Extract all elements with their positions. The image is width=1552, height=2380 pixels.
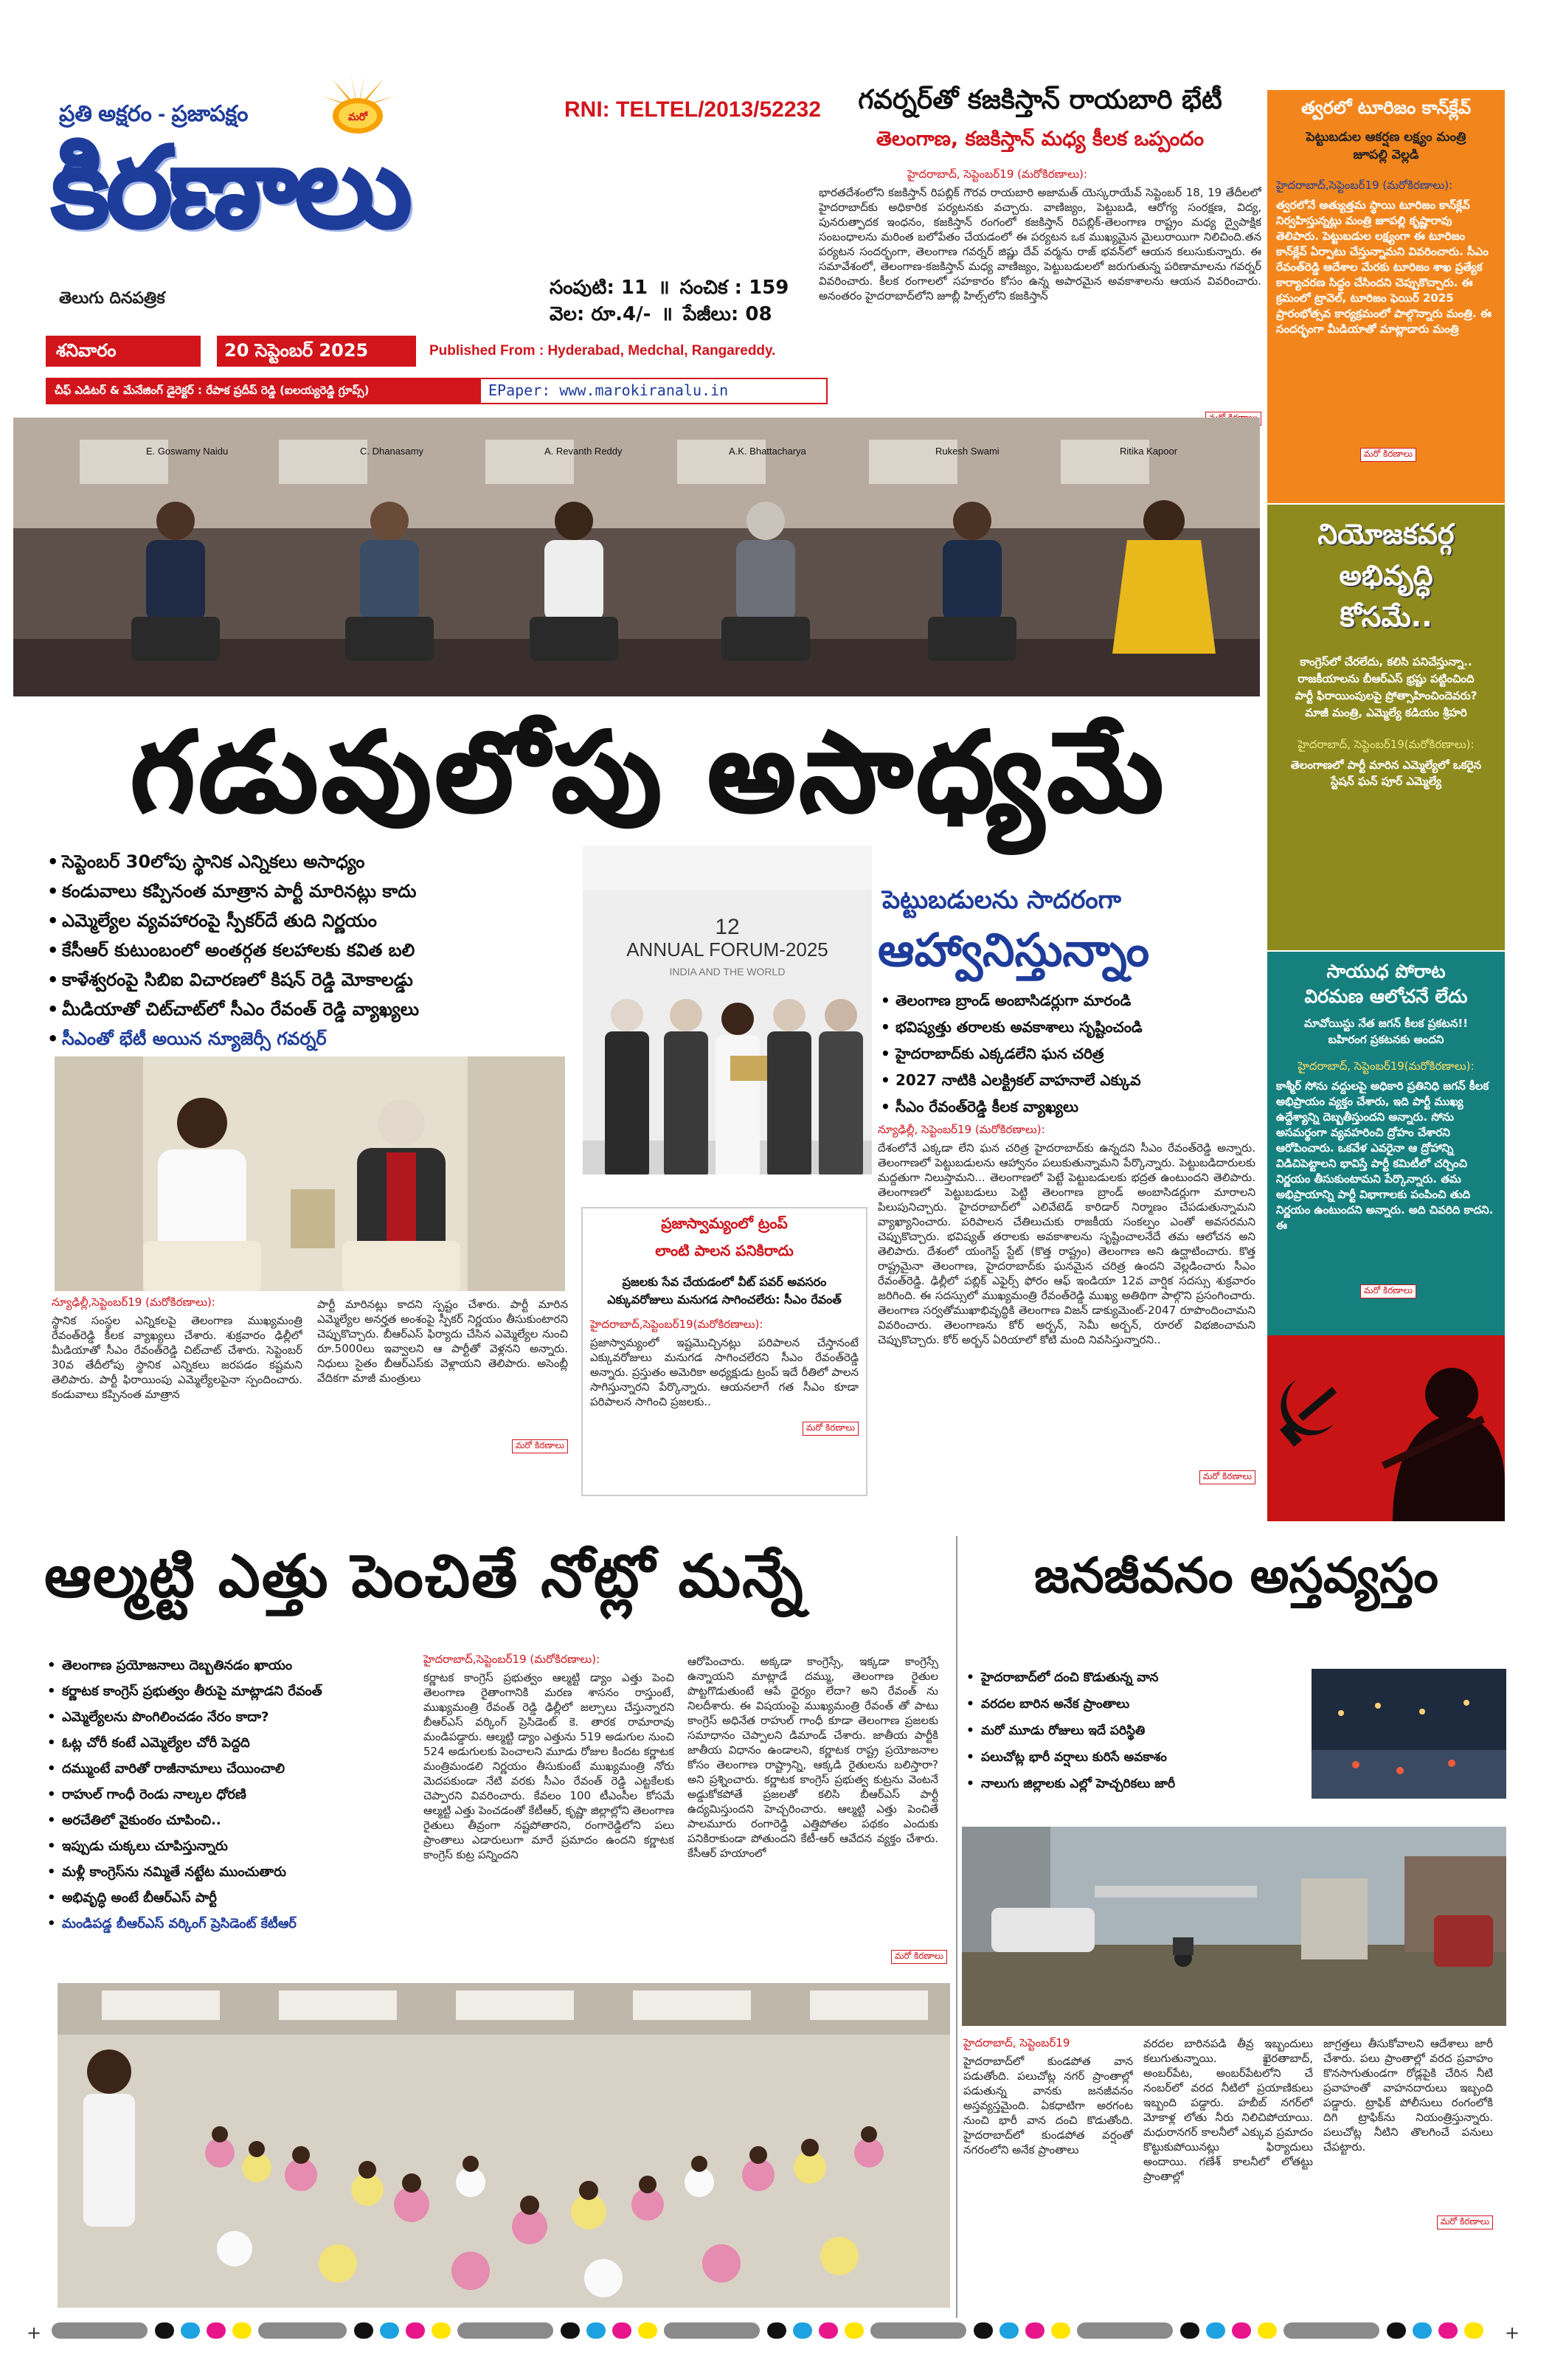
almatti-bullet: • మండిపడ్డ బీఆర్ఎస్ వర్కింగ్ ప్రెసిడెంట్ కేటీఆర్ xyxy=(44,1911,420,1937)
almatti-body-col2: ఆరోపించారు. అక్కడా కాంగ్రెస్సే, ఇక్కడా కాంగ్రెస్సే ఉన్నాయని మాట్లాడే దమ్ము, తెలంగాణ రైతుల పొట్టగొడుతుంటే ఆపే ధైర్యం లేదా? అని రేవంత్ ను నిలదీశారు. ఈ విషయంపై ముఖ్యమంత్రి రేవంత్ తో పాటు కాంగ్రెస్ అధినేత రాహుల్ గాంధీ కూడా తెలంగాణ ప్రజలకు సమాధానం చెప్పాలని డిమాండ్ చేశారు. జాతీయ పార్టీకి జాతీయ విధానం ఉండాలని, కర్ణాటక రాష్ట్ర ప్రయోజనాల కోసం తెలంగాణ రాష్ట్రాన్ని, ఆక్కడి రైతులను బలిస్తారా? అని ప్రశ్నించారు. కర్ణాటక కాంగ్రెస్ ప్రభుత్వ కుట్రను వెంటనే అడ్డుకోకపోతే ప్రజలతో కలిసి బీఆర్ఎస్ పార్టీ ఉద్యమిస్తుందని హెచ్చరించారు. ఆల్మట్టి ఎత్తు పెంచితే పాలమూరు రంగారెడ్డి ఎత్తిపోతల పథకం ఎందుకు పనికిరాకుండా పోతుందని కేటీ-ఆర్ ఆవేదన వ్యక్తం చేశారు. కేసీఆర్ హయాంలో xyxy=(687,1655,938,1860)
constituency-panel xyxy=(1267,505,1505,950)
constituency-dateline: హైదరాబాద్, సెప్టెంబర్19(మరోకిరణాలు): xyxy=(1298,738,1475,751)
rain-bullet-list xyxy=(963,1664,1310,1797)
governor-subhead: తెలంగాణ, కజకిస్తాన్ మధ్య కీలక ఒప్పందం xyxy=(876,128,1205,151)
svg-text:A. Revanth Reddy: A. Revanth Reddy xyxy=(544,446,623,457)
rain-headline: జనజీవనం అస్తవ్యస్తం xyxy=(1034,1547,1438,1604)
lead-body xyxy=(52,1295,568,1453)
almatti-dateline: హైదరాబాద్,సెప్టెంబర్19 (మరోకిరణాలు): xyxy=(423,1653,600,1666)
lead-bullet: • సెప్టెంబర్ 30లోపు స్థానిక ఎన్నికలు అసాధ్యం xyxy=(44,847,575,876)
investment-dateline: న్యూఢిల్లీ, సెప్టెంబర్19 (మరోకిరణాలు): xyxy=(878,1123,1045,1136)
rain-body xyxy=(963,2036,1502,2231)
governor-dateline: హైదరాబాద్, సెప్టెంబర్19 (మరోకిరణాలు): xyxy=(907,167,1087,181)
lead-dateline: న్యూఢిల్లీ,సెప్టెంబర్19 (మరోకిరణాలు): xyxy=(52,1295,215,1309)
tourism-mark: మరో కిరణాలు xyxy=(1276,446,1496,462)
maoist-mark: మరో కిరణాలు xyxy=(1276,1282,1496,1298)
crop-mark-left: + xyxy=(27,2322,42,2343)
rain-body-col3: జాగ్రత్తలు తీసుకోవాలని ఆదేశాలు జారీ చేశారు. పలు ప్రాంతాల్లో వరద ప్రవాహం కొనసాగుతుండగా రోడ్లపైకి చేరిన నీటి ప్రవాహంతో వాహనదారులు ఇబ్బంది పడ్డారు. ట్రాఫిక్ పోలీసులు రంగంలోకి దిగి ట్రాఫిక్‌ను నియంత్రిస్తున్నారు. పలుచోట్ల నీటిని తొలగించే పనులు చేపట్టారు. xyxy=(1323,2037,1493,2154)
epaper-link[interactable]: EPaper: www.marokiranalu.in xyxy=(481,379,826,403)
svg-text:Rukesh Swami: Rukesh Swami xyxy=(935,446,1000,457)
svg-text:C. Dhanasamy: C. Dhanasamy xyxy=(360,446,423,457)
issue-date: 20 సెప్టెంబర్ 2025 xyxy=(217,336,416,367)
rain-bullet: • పలుచోట్ల భారీ వర్షాలు కురిసే అవకాశం xyxy=(963,1744,1310,1771)
lead-body-col1: స్థానిక సంస్థల ఎన్నికలపై తెలంగాణ ముఖ్యమంత్రి రేవంత్‌రెడ్డి కీలక వ్యాఖ్యలు చేశారు. శుక్రవారం ఢిల్లీలో మీడియాతో సీఎం రేవంత్‌రెడ్డి చిట్‌చాట్ చేశారు. సెప్టెంబర్ 30వ తేదీలోపు స్థానిక ఎన్నికలు జరపడం కష్టమని తెలిపారు. పార్టీ ఫిరాయింపు ఎమ్మెల్యేలపైనా స్పందించారు. కండువాలు కప్పినంత మాత్రాన xyxy=(52,1314,302,1401)
svg-text:E. Goswamy Naidu: E. Goswamy Naidu xyxy=(146,446,229,457)
rain-bullet: • నాలుగు జిల్లాలకు ఎల్లో హెచ్చరికలు జారీ xyxy=(963,1771,1310,1797)
almatti-bullet: • ఓట్ల చోరీ కంటే ఎమ్మెల్యేల చోరీ పెద్దది xyxy=(44,1730,420,1756)
editor-band xyxy=(46,378,828,404)
masthead xyxy=(44,81,841,421)
newspaper-logo: కిరణాలు xyxy=(52,124,409,252)
investment-bullet: • భవిష్యత్తు తరాలకు అవకాశాలు సృష్టించండి xyxy=(878,1014,1255,1040)
lead-bullet: • కాళేశ్వరంపై సిబిఐ విచారణలో కిషన్ రెడ్డి మోకాలడ్డు xyxy=(44,965,575,994)
svg-text:Ritika Kapoor: Ritika Kapoor xyxy=(1120,446,1178,457)
svg-text:12: 12 xyxy=(715,915,740,939)
flooded-street-photo xyxy=(962,1827,1506,2026)
lead-mark: మరో కిరణాలు xyxy=(52,1437,568,1453)
maoist-dateline: హైదరాబాద్, సెప్టెంబర్19(మరోకిరణాలు): xyxy=(1298,1059,1475,1073)
maoist-panel xyxy=(1267,952,1505,1335)
almatti-headline: ఆల్మట్టి ఎత్తు పెంచితే నోట్లో మన్నే xyxy=(44,1542,805,1611)
constituency-subhead: కాంగ్రెస్‌లో చేరలేదు, కలిసి పనిచేస్తున్నా.. రాజకీయాలను బీఆర్ఎస్ భ్రష్టు పట్టించింది పార్టీ ఫిరాయింపులపై ప్రోత్సాహించిందెవరు? మాజీ మంత్రి, ఎమ్మెల్యే కడియం శ్రీహరి xyxy=(1295,655,1477,719)
published-from: Published From : Hyderabad, Medchal, Rangareddy. xyxy=(429,343,776,359)
forum-panel-photo xyxy=(13,418,1260,696)
rain-bullet: • హైదరాబాద్‌లో దంచి కొడుతున్న వాన xyxy=(963,1664,1310,1691)
trump-subhead: ప్రజలకు సేవ చేయడంలో వీట్ పవర్ అవసరం ఎక్కువరోజులు మనుగడ సాగించలేరు: సీఎం రేవంత్ xyxy=(607,1275,842,1307)
constituency-headline: నియోజకవర్గ అభివృద్ధి కోసమే.. xyxy=(1317,518,1455,633)
investment-body: దేశంలోనే ఎక్కడా లేని ఘన చరిత్ర హైదరాబాద్‌కు ఉన్నదని సీఎం రేవంత్‌రెడ్డి అన్నారు. తెలంగాణలో పెట్టుబడులను ఆహ్వానం పలుకుతున్నామని పేర్కొన్నారు. పెట్టుబడిదారులకు మద్దతుగా నిలుస్తామని... తెలంగాణలో పెట్టే పెట్టుబడులకు భద్రత ఉంటుందని తెలిపారు. తెలంగాణలో పెట్టుబడులు పెట్టి తెలంగాణ బ్రాండ్ అంబాసిడర్లుగా మారాలని పిలుపునిచ్చారు. హైదరాబాద్‌లో ఎలివేటెడ్ కారిడార్ నిర్మాణం చేపడుతున్నామని వ్యాఖ్యానించారు. పరిపాలన చేతిలుచుకు రాజకీయ సంకల్పం ఎంతో అవసరమని చెప్పుకొచ్చారు. భవిష్యత్ తరాలకు అవకాశాలను సృష్టించాలనేదే తమ ఆలోచన అని తెలిపారు. దేశంలో యంగెస్ట్ స్టేట్ (కొత్త రాష్ట్రం) తెలంగాణ అని ఉద్ఘాటించారు. కొత్త రాష్ట్రమైనా తెలంగాణ, హైదరాబాద్‌కు ఘనమైన చరిత్ర ఉందని వెల్లడించారు సీఎం రేవంత్‌రెడ్డి. ఢిల్లీలో పబ్లిక్ ఎఫైర్స్ ఫోరం ఆఫ్ ఇండియా 12వ వార్షిక సదస్సు శుక్రవారం జరిగింది. ఈ సదస్సులో ముఖ్యమంత్రి రేవంత్‌రెడ్డి ముఖ్య అతిథిగా పాల్గొని ప్రసంగించారు. తెలంగాణ సర్వతోముఖాభివృద్ధికి తెలంగాణ విజన్ డాక్యుమెంట్-2047 రూపొందించామని వివరించారు. తెలంగాణను కోర్ అర్బన్, సెమీ అర్బన్, రూరల్ విభజించామని చెప్పుకొచ్చారు. కోర్ అర్బన్ ఏరియాలో కోటి మంది నివసిస్తున్నారని.. xyxy=(878,1141,1255,1346)
rain-dateline: హైదరాబాద్, సెప్టెంబర్19 xyxy=(963,2036,1070,2049)
rain-night-photo xyxy=(1312,1669,1506,1799)
constituency-body: తెలంగాణలో పార్టీ మారిన ఎమ్మెల్యేలో ఒకరైన స్టేషన్ ఘన్ పూర్ ఎమ్మెల్యే xyxy=(1290,758,1482,788)
lead-bullet: • ఎమ్మెల్యేల వ్యవహారంపై స్పీకర్‌దే తుది నిర్ణయం xyxy=(44,906,575,935)
investment-headline: ఆహ్వానిస్తున్నాం xyxy=(878,923,1150,977)
almatti-bullet: • మళ్లీ కాంగ్రెస్‌ను నమ్మితే నట్టేట ముంచుతారు xyxy=(44,1859,420,1885)
forum-award-photo xyxy=(583,845,872,1175)
tourism-subhead: పెట్టుబడుల ఆకర్షణ లక్ష్యం మంత్రి జూపల్లి వెల్లడి xyxy=(1306,130,1466,162)
svg-text:మరో: మరో xyxy=(347,111,368,123)
color-registration-bar xyxy=(52,2322,1497,2339)
lead-bullet: • మీడియాతో చిట్‌చాట్‌లో సీఎం రేవంత్ రెడ్డి వ్యాఖ్యలు xyxy=(44,994,575,1024)
governor-story xyxy=(819,85,1261,417)
investment-bullet: • సీఎం రేవంత్‌రెడ్డి కీలక వ్యాఖ్యలు xyxy=(878,1093,1255,1120)
lead-body-col2: పార్టీ మారినట్లు కాదని స్పష్టం చేశారు. పార్టీ మారిన ఎమ్మెల్యేల అనర్హత అంశంపై స్పీకర్ నిర్ణయం తీసుకుంటారని చెప్పుకొచ్చారు. బీఆర్ఎస్ ఫిర్యాదు చేసిన ఎమ్మెల్యేల నుంచి రూ.5000లు ఇవ్వాలని ఆ పార్టీతో వెళ్లనని అన్నారు. నిధులు సైతం బీఆర్ఎస్‌కు వెళ్లాయని తెలిపారు. అసెంబ్లీ వేదికగా మాజీ మంత్రులు xyxy=(317,1298,568,1385)
almatti-body xyxy=(423,1653,947,1964)
rain-bullet: • మరో మూడు రోజులు ఇదే పరిస్థితి xyxy=(963,1717,1310,1744)
investment-bullet-list xyxy=(878,987,1255,1120)
rain-body-col1: హైదరాబాద్‌లో కుండపోత వాన పడుతోంది. పలుచోట్ల నగర్ ప్రాంతాల్లో పడుతున్న వానకు జనజీవనం అస్తవ్యస్తమైంది. ఏకధాటిగా అరగంట నుంచి భారీ వాన దంచి కొడుతోంది. హైదరాబాద్‌లో కుండపోత వర్షంతో నగరంలోని అనేక ప్రాంతాలు xyxy=(963,2055,1133,2156)
investment-bullet: • 2027 నాటికి ఎలక్ట్రికల్ వాహనాలే ఎక్కువ xyxy=(878,1067,1255,1093)
crop-mark-right: + xyxy=(1505,2322,1520,2343)
almatti-bullet: • అభివృద్ధి అంటే బీఆర్ఎస్ పార్టీ xyxy=(44,1885,420,1911)
svg-text:INDIA AND THE WORLD: INDIA AND THE WORLD xyxy=(669,966,786,978)
lead-bullet: • కండువాలు కప్పినంత మాత్రాన పార్టీ మారినట్లు కాదు xyxy=(44,876,575,906)
almatti-bullet: • తెలంగాణ ప్రయోజనాలు దెబ్బతినడం ఖాయం xyxy=(44,1653,420,1678)
trump-body: ప్రజాస్వామ్యంలో ఇష్టమొచ్చినట్లు పరిపాలన చేస్తానంటే ఎక్కువరోజులు మనుగడ సాగించలేరని సీఎం రేవంత్‌రెడ్డి అన్నారు. ప్రస్తుతం అమెరికా అధ్యక్షుడు ట్రంప్ ఇదే రీతిలో పాలన సాగిస్తున్నారని పేర్కొన్నారు. ఆయనలాగే గత సీఎం కూడా పరిపాలన సాగించి ప్రజలకు.. xyxy=(590,1336,859,1408)
cm-meeting-photo xyxy=(55,1056,565,1291)
trump-story xyxy=(581,1207,867,1496)
investment-kicker: పెట్టుబడులను సాదరంగా xyxy=(882,885,1121,915)
page-count: పేజీలు: 08 xyxy=(683,303,772,325)
maoist-subhead: మావోయిస్టు నేత జగన్ కీలక ప్రకటన!! బహిరంగ ప్రకటనకు అందని xyxy=(1303,1017,1469,1046)
almatti-bullet: • ఎమ్మెల్యేలను పొంగిలించడం నేరం కాదా? xyxy=(44,1704,420,1730)
investment-mark: మరో కిరణాలు xyxy=(878,1468,1255,1484)
almatti-bullet: • కర్ణాటక కాంగ్రెస్ ప్రభుత్వం తీరుపై మాట్లాడని రేవంత్ xyxy=(44,1678,420,1704)
lead-bullet: • కేసీఆర్ కుటుంబంలో అంతర్గత కలహాలకు కవిత బలి xyxy=(44,935,575,965)
day-label: శనివారం xyxy=(46,336,201,367)
maoist-illustration xyxy=(1267,1335,1505,1521)
almatti-bullet: • ఇప్పుడు చుక్కలు చూపిస్తున్నారు xyxy=(44,1833,420,1859)
issue-number: సంచిక : 159 xyxy=(679,277,789,299)
trump-headline-line1: ప్రజాస్వామ్యంలో ట్రంప్ xyxy=(661,1214,788,1232)
rain-body-col2: వరదల బారినపడి తీవ్ర ఇబ్బందులు కలుగుతున్నాయి. ఖైరతాబాద్, అంబర్‌పేట, అంబర్‌పేటలోని చే నంబర్‌లో వరద నీటిలో ప్రయాణికులు ఇబ్బంది పడ్డారు. హబీబ్ నగర్‌లో మోకాళ్ల లోతు నీరు నిలిచిపోయాయి. మధురానగర్ కాలనీలో ఎక్కువ ప్రమాదం కొట్టుకుపోయినట్లు ఫిర్యాదులు అందాయి. గణేశ్ కాలనీలో లోతట్టు ప్రాంతాల్లో xyxy=(1143,2037,1313,2183)
almatti-mark: మరో కిరణాలు xyxy=(423,1948,947,1964)
price: వెల: రూ.4/- xyxy=(550,303,651,325)
almatti-bullet-list xyxy=(44,1653,420,1937)
volume-number: సంపుటి: 11 xyxy=(550,277,648,299)
svg-text:ANNUAL FORUM-2025: ANNUAL FORUM-2025 xyxy=(626,938,828,961)
investment-story xyxy=(878,885,1255,1520)
trump-dateline: హైదరాబాద్,సెప్టెంబర్19(మరోకిరణాలు): xyxy=(590,1318,763,1331)
rni-number: RNI: TELTEL/2013/52232 xyxy=(564,97,821,122)
almatti-bullet: • అరచేతిలో వైకుంఠం చూపించి.. xyxy=(44,1808,420,1833)
tourism-body: త్వరలోనే అత్యుత్తమ స్థాయి టూరిజం కాన్‌క్లేవ్ నిర్వహిస్తున్నట్లు మంత్రి జూపల్లి కృష్ణారావు తెలిపారు. పెట్టుబడుల లక్ష్యంగా ఈ టూరిజం కాన్‌క్లేవ్ ఏర్పాటు చేస్తున్నామని వివరించారు. సీఎం రేవంత్‌రెడ్డి ఆదేశాల మేరకు టూరిజం శాఖ ప్రత్యేక కార్యాచరణ సిద్ధం చేసిందని చెప్పుకొచ్చారు. ఈ క్రమంలో ట్రావెల్, టూరిజం ఫెయిర్ 2025 ప్రారంభోత్సవ కార్యక్రమంలో పాల్గొన్నారు మంత్రి. ఈ సందర్భంగా మీడియాతో మాట్లాడారు మంత్రి xyxy=(1276,198,1492,336)
svg-text:A.K. Bhattacharya: A.K. Bhattacharya xyxy=(729,446,806,457)
investment-bullet: • హైదరాబాద్‌కు ఎక్కడలేని ఘన చరిత్ర xyxy=(878,1040,1255,1067)
trump-mark: మరో కిరణాలు xyxy=(590,1419,859,1436)
tourism-dateline: హైదరాబాద్,సెప్టెంబర్19 (మరోకిరణాలు): xyxy=(1276,179,1453,192)
issue-info: సంపుటి: 11 ॥ సంచిక : 159 వెల: రూ.4/- ॥ పేజీలు: 08 xyxy=(550,277,789,325)
governor-headline: గవర్నర్‌తో కజకిస్తాన్ రాయబారి భేటీ xyxy=(858,85,1222,115)
almatti-bullet: • దమ్ముంటే వారితో రాజీనామాలు చేయించాలి xyxy=(44,1756,420,1782)
trump-headline-line2: లాంటి పాలన పనికిరాదు xyxy=(655,1242,794,1259)
almatti-body-col1: కర్ణాటక కాంగ్రెస్ ప్రభుత్వం ఆల్మట్టి డ్యాం ఎత్తు పెంచి తెలంగాణ రైతాంగానికి మరణ శాసనం రాస్తుంటే, ముఖ్యమంత్రి రేవంత్ రెడ్డి ఢిల్లీలో జల్సాలు చేస్తున్నారని బీఆర్ఎస్ వర్కింగ్ ప్రెసిడెంట్ కె. తారక రామారావు మండిపడ్డారు. ఆల్మట్టి డ్యాం ఎత్తును 519 అడుగుల నుంచి 524 అడుగులకు పెంచాలని మూడు రోజుల కిందట కర్ణాటక మంత్రిమండలి నిర్ణయం తీసుకుంటే ముఖ్యమంత్రి నోరు మెదపకుండా నేటి వరకు సీఎం రేవంత్ రెడ్డి ఎట్టకేలకు చెప్పారని వివరించారు. కేవలం 100 టీఎంసీల కోసమే ఆల్మట్టి ఎత్తు పెంచడంతో కేటీఆర్, కృష్ణా జిల్లాల్లోని తెలంగాణ రైతులు తీవ్రంగా నష్టపోతారని, రంగారెడ్డిలోని పలు ప్రాంతాలు ఎడారులుగా మారే ప్రమాదం ఉందని కర్ణాటక కాంగ్రెస్ కుట్ర పన్నిందని xyxy=(423,1671,674,1861)
date-band xyxy=(46,336,828,367)
rain-bullet: • వరదల బారిన అనేక ప్రాంతాలు xyxy=(963,1691,1310,1717)
maoist-headline: సాయుధ పోరాట విరమణ ఆలోచనే లేదు xyxy=(1304,961,1468,1007)
investment-bullet: • తెలంగాణ బ్రాండ్ అంబాసిడర్లుగా మారండి xyxy=(878,987,1255,1014)
rain-section-divider xyxy=(956,1536,957,2318)
lead-bullet: • సీఎంతో భేటీ అయిన న్యూజెర్సీ గవర్నర్ xyxy=(44,1024,575,1054)
governor-body: భారతదేశంలోని కజకిస్తాన్ రిపబ్లిక్ గౌరవ రాయబారి అజామత్ యెస్కరాయేవ్ సెప్టెంబర్ 18, 19 తేదీలలో హైదరాబాద్‌కు అధికారిక పర్యటనకు వచ్చారు. వాణిజ్యం, పెట్టుబడి, ఆరోగ్య సంరక్షణ, విద్య, పునరుత్పాదక ఇంధనం, కజకిస్తాన్ రంగంలో కజకిస్తాన్ రిపబ్లిక్-తెలంగాణ రాష్ట్రం మధ్య ద్వైపాక్షిక సంబంధాలను మరింత బలోపేతం చేయడంలో ఈ పర్యటన ఒక ముఖ్యమైన మైలురాయిగా నిలిచింది.తన పర్యటన సందర్భంగా, తెలంగాణ గవర్నర్ జిష్ణు దేవ్ వర్మను రాజ్ భవన్‌లో ఆయన కలుసుకున్నారు. ఈ సమావేశంలో, తెలంగాణ-కజకిస్తాన్ మధ్య వాణిజ్యం, పెట్టుబడులలో జరుగుతున్న పరిణామాలను గవర్నర్ వివరించారు. కీలక రంగాలలో సహకారం కోసం ఉన్న అపారమైన అవకాశాలను ఆయన వివరించారు. అనంతరం హైదరాబాద్‌లోని జూబ్లీ హిల్స్‌లోని కజకిస్తాన్ xyxy=(819,186,1261,302)
editor-line: చీఫ్ ఎడిటర్ & మేనేజింగ్ డైరెక్టర్ : రేపాక ప్రదీప్ రెడ్డి (ఐలయ్యరెడ్డి గ్రూప్స్) xyxy=(55,384,370,397)
lead-headline: గడువులోపు అసాధ్యమే xyxy=(131,709,1168,836)
newspaper-subtitle: తెలుగు దినపత్రిక xyxy=(59,289,165,308)
tourism-panel xyxy=(1267,90,1505,503)
rain-mark: మరో కిరణాలు xyxy=(1323,2213,1493,2229)
almatti-bullet: • రాహుల్ గాంధీ రెండు నాల్కల ధోరణి xyxy=(44,1782,420,1808)
tourism-headline: త్వరలో టూరిజం కాన్‌క్లేవ్ xyxy=(1300,97,1472,118)
masthead-tagline: ప్రతి అక్షరం - ప్రజాపక్షం xyxy=(59,102,249,126)
lead-bullet-list xyxy=(44,847,575,1054)
maoist-body: కాశ్మీర్ సోను వద్దులపై అధికారి ప్రతినిధి జగన్ కీలక అభిప్రాయం వ్యక్తం చేశారు, ఇది పార్టీ ముఖ్య ఉద్దేశ్యాన్ని దెబ్బతీస్తుందని అన్నారు. సోను అసమర్థంగా వ్యవహరించి ద్రోహం చేశారని ఆరోపించారు. ఒకవేళ ఎవరైనా ఆ ద్రోహాన్ని విడిచిపెట్టాలని భావిస్తే పార్టీ కమిటీలో చర్చించి నిర్ణయం తీసుకుంటామని పేర్కొన్నారు. తమ అభిప్రాయాన్ని పార్టీ విభాగాలకు పంపించి తుది నిర్ణయం ఉంటుందని అన్నారు. అది చివరిది కాదని. ఈ xyxy=(1276,1079,1494,1232)
ktr-meeting-photo xyxy=(58,1983,950,2308)
